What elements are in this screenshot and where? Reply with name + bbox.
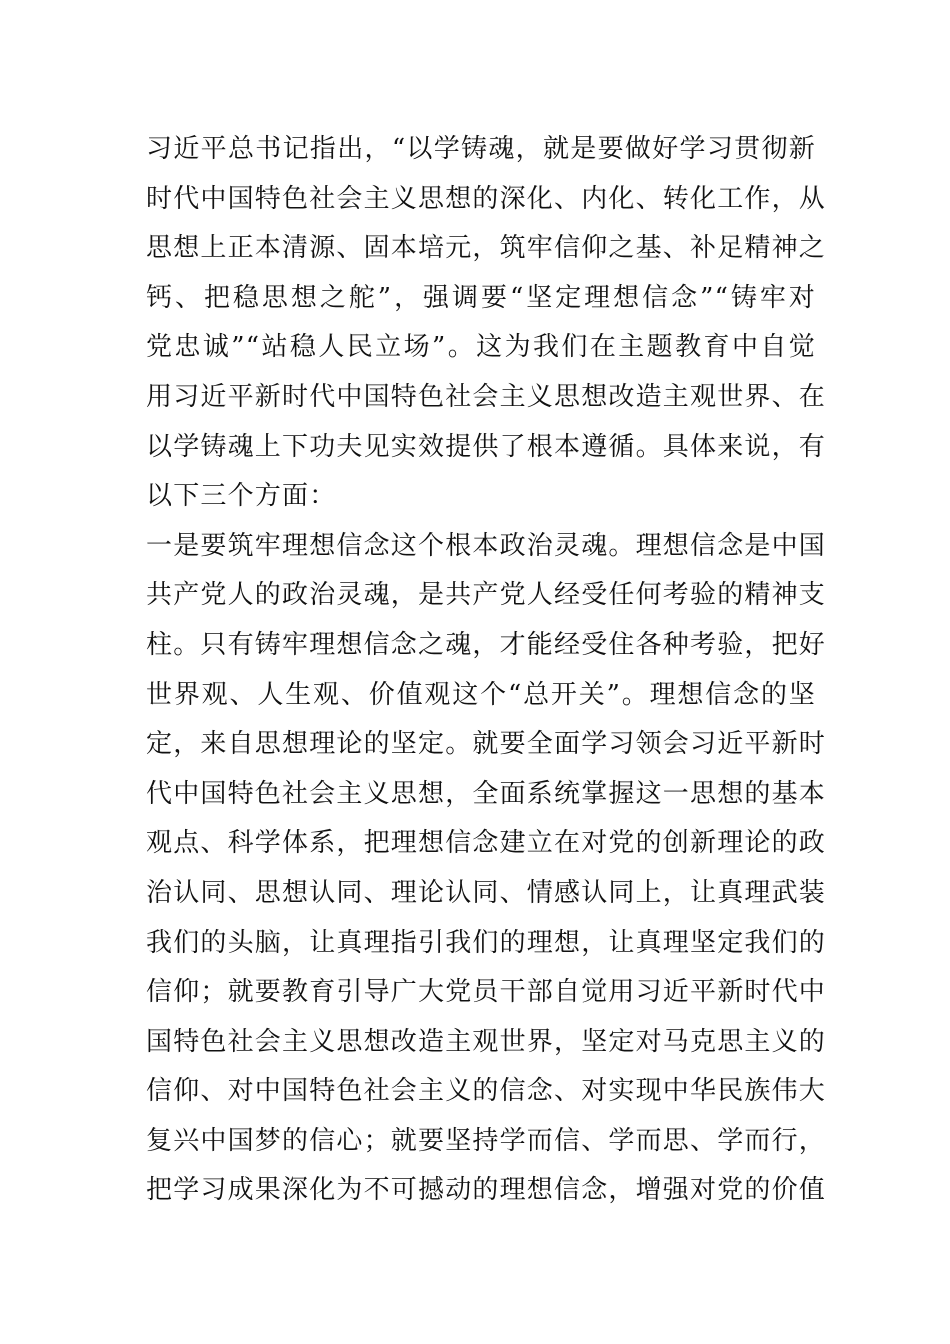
text-line: 党忠诚”“站稳人民立场”。这为我们在主题教育中自觉 [146,332,816,363]
text-line: 把学习成果深化为不可撼动的理想信念，增强对党的价值 [146,1175,827,1206]
text-line: 我们的头脑，让真理指引我们的理想，让真理坚定我们的 [146,927,827,958]
text-line: 复兴中国梦的信心；就要坚持学而信、学而思、学而行， [146,1125,827,1156]
body-text [146,125,827,1216]
text-line: 习近平总书记指出，“以学铸魂，就是要做好学习贯彻新 [146,134,816,164]
text-line: 代中国特色社会主义思想，全面系统掌握这一思想的基本 [146,778,827,809]
text-line: 信仰；就要教育引导广大党员干部自觉用习近平新时代中 [146,977,827,1008]
text-line: 世界观、人生观、价值观这个“总开关”。理想信念的坚 [146,679,816,710]
text-line: 用习近平新时代中国特色社会主义思想改造主观世界、在 [146,381,827,412]
text-line: 思想上正本清源、固本培元，筑牢信仰之基、补足精神之 [146,233,827,264]
text-line: 以学铸魂上下功夫见实效提供了根本遵循。具体来说，有 [146,431,827,462]
text-line: 共产党人的政治灵魂，是共产党人经受任何考验的精神支 [146,580,827,611]
text-line: 柱。只有铸牢理想信念之魂，才能经受住各种考验，把好 [146,629,827,660]
text-line: 治认同、思想认同、理论认同、情感认同上，让真理武装 [146,877,827,908]
text-line: 信仰、对中国特色社会主义的信念、对实现中华民族伟大 [146,1076,827,1107]
text-line: 时代中国特色社会主义思想的深化、内化、转化工作，从 [146,183,827,214]
text-line: 钙、把稳思想之舵”，强调要“坚定理想信念”“铸牢对 [146,282,816,313]
text-line: 定，来自思想理论的坚定。就要全面学习领会习近平新时 [146,729,827,760]
text-line: 观点、科学体系，把理想信念建立在对党的创新理论的政 [146,828,827,859]
text-line: 以下三个方面： [146,481,337,512]
text-line: 一是要筑牢理想信念这个根本政治灵魂。理想信念是中国 [146,530,827,561]
text-line: 国特色社会主义思想改造主观世界，坚定对马克思主义的 [146,1026,827,1057]
